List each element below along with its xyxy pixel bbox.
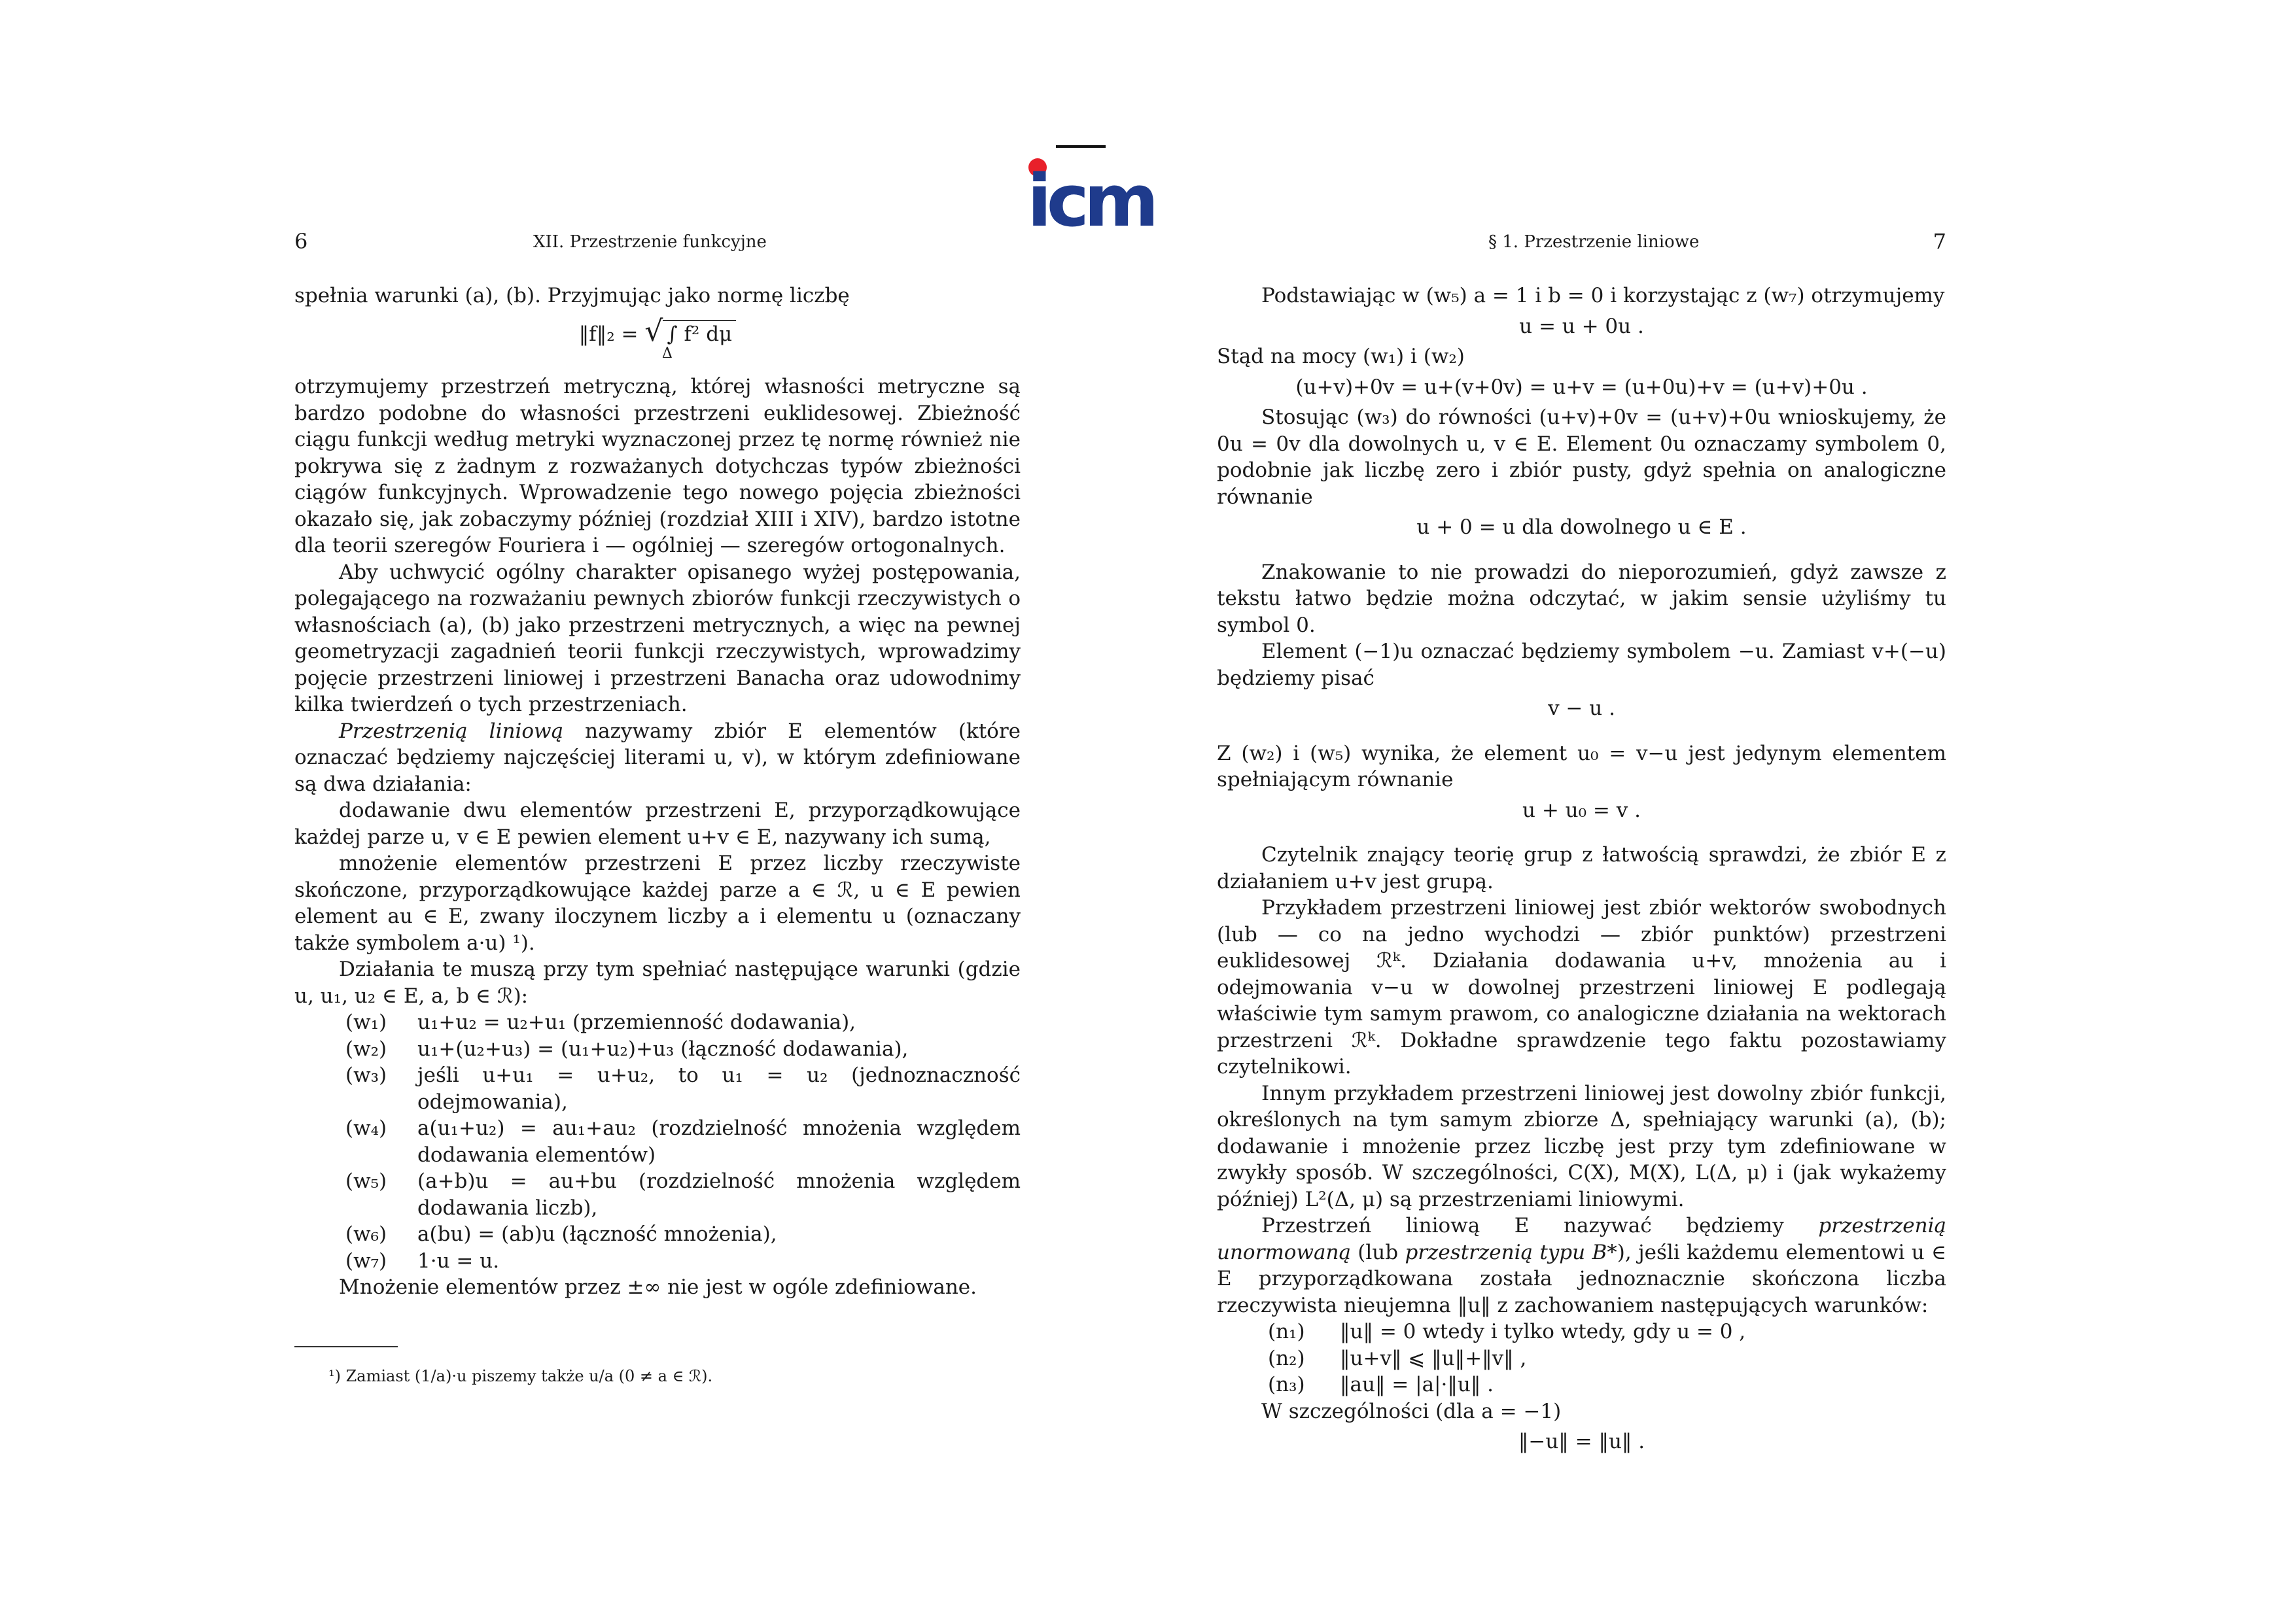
norm-subscript: Δ — [662, 345, 673, 362]
norm-lhs: ‖f‖₂ = — [578, 322, 645, 346]
definition-paragraph: Przestrzeń liniową E nazywać będziemy przestrzenią unormowaną (lub przestrzenią typu B*), jeśli każdemu elementowi u ∈ E przyporządkowana została jednoznacznie skończona liczba rzeczywista nieujemna ‖u‖ z zachowaniem następujących warunków: — [1217, 1214, 1947, 1317]
equation: u = u + 0u . — [1519, 314, 1644, 338]
page-number: 7 — [1933, 229, 1946, 254]
norm-axiom-item: (n₃) ‖au‖ = |a|·‖u‖ . — [1268, 1373, 1494, 1396]
norm-axiom-list — [1217, 1319, 1946, 1398]
paragraph: Aby uchwycić ogólny charakter opisanego wyżej postępowania, polegającego na rozważaniu pewnych zbiorów funkcji rzeczywistych o własnościach (a), (b) jako przestrzeni metrycznych, a więc na pewnej geometryzacji zagadnień teorii funkcji rzeczywistych, wprowadzimy pojęcie przestrzeni liniowej i przestrzeni Banacha oraz udowodnimy kilka twierdzeń o tych przestrzeniach. — [294, 560, 1021, 716]
axiom-item: (w₅) (a+b)u = au+bu (rozdzielność mnożenia względem dodawania liczb), — [345, 1169, 1021, 1220]
paragraph: Podstawiając w (w₅) a = 1 i b = 0 i korzystając z (w₇) otrzymujemy — [1261, 284, 1945, 307]
footnote: ¹) Zamiast (1/a)·u piszemy także u/a (0 ≠ a ∈ ℛ). — [328, 1367, 713, 1385]
norm-radicand: ∫ f² dμ — [663, 320, 736, 348]
axiom-item: (w₂) u₁+(u₂+u₃) = (u₁+u₂)+u₃ (łączność dodawania), — [345, 1037, 909, 1061]
right-content — [1217, 283, 1946, 1459]
term-type-b: przestrzenią typu B* — [1405, 1240, 1617, 1264]
term-normed-space: przestrzenią unormowaną — [1217, 1214, 1946, 1264]
paragraph: otrzymujemy przestrzeń metryczną, której własności metryczne są bardzo podobne do własności przestrzeni euklidesowej. Zbieżność ciągu funkcji według metryki wyznaczonej przez tę normę również nie pokrywa się z żadnym z rozważanych dotychczas typów zbieżności ciągów funkcyjnych. Wprowadzenie tego nowego pojęcia zbieżności okazało się, jak zobaczymy później (rozdział XIII i XIV), bardzo istotne dla teorii szeregów Fouriera i — ogólniej — szeregów ortogonalnych. — [294, 375, 1021, 557]
paragraph: Mnożenie elementów przez ±∞ nie jest w ogóle zdefiniowane. — [339, 1275, 977, 1299]
logo-bar — [1056, 145, 1106, 148]
axiom-item: (w₃) jeśli u+u₁ = u+u₂, to u₁ = u₂ (jednoznaczność odejmowania), — [345, 1063, 1021, 1114]
paragraph: Element (−1)u oznaczać będziemy symbolem −u. Zamiast v+(−u) będziemy pisać — [1217, 640, 1946, 690]
paragraph: Przykładem przestrzeni liniowej jest zbiór wektorów swobodnych (lub — co na jedno wychodzi — zbiór punktów) przestrzeni euklidesowej ℛᵏ. Działania dodawania u+v, mnożenia au i odejmowania v−u w dowolnej przestrzeni liniowej E podlegają właściwie tym samym prawom, co analogiczne działania na wektorach przestrzeni ℛᵏ. Dokładne sprawdzenie tego faktu pozostawiamy czytelnikowi. — [1217, 896, 1946, 1079]
paragraph: dodawanie dwu elementów przestrzeni E, przyporządkowujące każdej parze u, v ∈ E pewien element u+v ∈ E, nazywany ich sumą, — [294, 799, 1021, 849]
paragraph: Czytelnik znający teorię grup z łatwością sprawdzi, że zbiór E z działaniem u+v jest grupą. — [1217, 843, 1946, 893]
paragraph: Działania te muszą przy tym spełniać następujące warunki (gdzie u, u₁, u₂ ∈ E, a, b ∈ ℛ): — [294, 958, 1021, 1008]
axiom-item: (w₁) u₁+u₂ = u₂+u₁ (przemienność dodawania), — [345, 1011, 856, 1034]
axiom-list — [294, 1009, 1021, 1274]
icm-logo — [1021, 144, 1165, 242]
axiom-item: (w₇) 1·u = u. — [345, 1249, 500, 1273]
axiom-item: (w₄) a(u₁+u₂) = au₁+au₂ (rozdzielność mnożenia względem dodawania elementów) — [345, 1116, 1021, 1167]
equation: u + 0 = u dla dowolnego u ∈ E . — [1416, 515, 1747, 539]
paragraph: W szczególności (dla a = −1) — [1261, 1399, 1562, 1423]
equation: v − u . — [1548, 697, 1615, 720]
equation: ‖−u‖ = ‖u‖ . — [1518, 1430, 1645, 1453]
paragraph: Innym przykładem przestrzeni liniowej jest dowolny zbiór funkcji, określonych na tym samym zbiorze Δ, spełniający warunki (a), (b); dodawanie i mnożenie przez liczbę jest przy tym zdefiniowane w zwykły sposób. W szczególności, C(X), M(X), L(Δ, μ) i (jak wykażemy później) L²(Δ, μ) są przestrzeniami liniowymi. — [1217, 1081, 1946, 1211]
paragraph: Stosując (w₃) do równości (u+v)+0v = (u+v)+0u wnioskujemy, że 0u = 0v dla dowolnych u, v ∈ E. Element 0u oznaczamy symbolem 0, podobnie jak liczbę zero i zbiór pusty, gdyż spełnia on analogiczne równanie — [1217, 406, 1946, 509]
left-content — [294, 283, 1021, 1301]
equation: (u+v)+0v = u+(v+0v) = u+v = (u+0u)+v = (u+v)+0u . — [1295, 375, 1868, 399]
axiom-item: (w₆) a(bu) = (ab)u (łączność mnożenia), — [345, 1222, 777, 1246]
footnote-rule — [294, 1346, 398, 1347]
norm-axiom-item: (n₁) ‖u‖ = 0 wtedy i tylko wtedy, gdy u = 0 , — [1268, 1320, 1746, 1343]
paragraph: spełnia warunki (a), (b). Przyjmując jako normę liczbę — [294, 284, 850, 307]
paragraph: Z (w₂) i (w₅) wynika, że element u₀ = v−u jest jedynym elementem spełniającym równanie — [1217, 741, 1946, 791]
logo-wordmark: icm — [1027, 159, 1154, 243]
norm-formula: ‖f‖₂ = √ ∫ f² dμ Δ — [294, 319, 1021, 361]
term-linear-space: Przestrzenią liniową — [339, 719, 564, 743]
norm-axiom-item: (n₂) ‖u+v‖ ⩽ ‖u‖+‖v‖ , — [1268, 1346, 1527, 1370]
definition-paragraph: Przestrzenią liniową nazywamy zbiór E elementów (które oznaczać będziemy najczęściej literami u, v), w którym zdefiniowane są dwa działania: — [294, 719, 1021, 796]
page-number: 6 — [294, 229, 308, 254]
paragraph: Stąd na mocy (w₁) i (w₂) — [1217, 345, 1465, 368]
paragraph: Znakowanie to nie prowadzi do nieporozumień, gdyż zawsze z tekstu łatwo będzie można odczytać, w jakim sensie użyliśmy tu symbol 0. — [1217, 560, 1946, 637]
running-head: § 1. Przestrzenie liniowe — [1488, 232, 1700, 252]
running-head: XII. Przestrzenie funkcyjne — [533, 232, 767, 252]
equation: u + u₀ = v . — [1522, 798, 1641, 822]
paragraph: mnożenie elementów przestrzeni E przez liczby rzeczywiste skończone, przyporządkowujące każdej parze a ∈ ℛ, u ∈ E pewien element au ∈ E, zwany iloczynem liczby a i elementu u (oznaczany także symbolem a·u) ¹). — [294, 852, 1021, 955]
